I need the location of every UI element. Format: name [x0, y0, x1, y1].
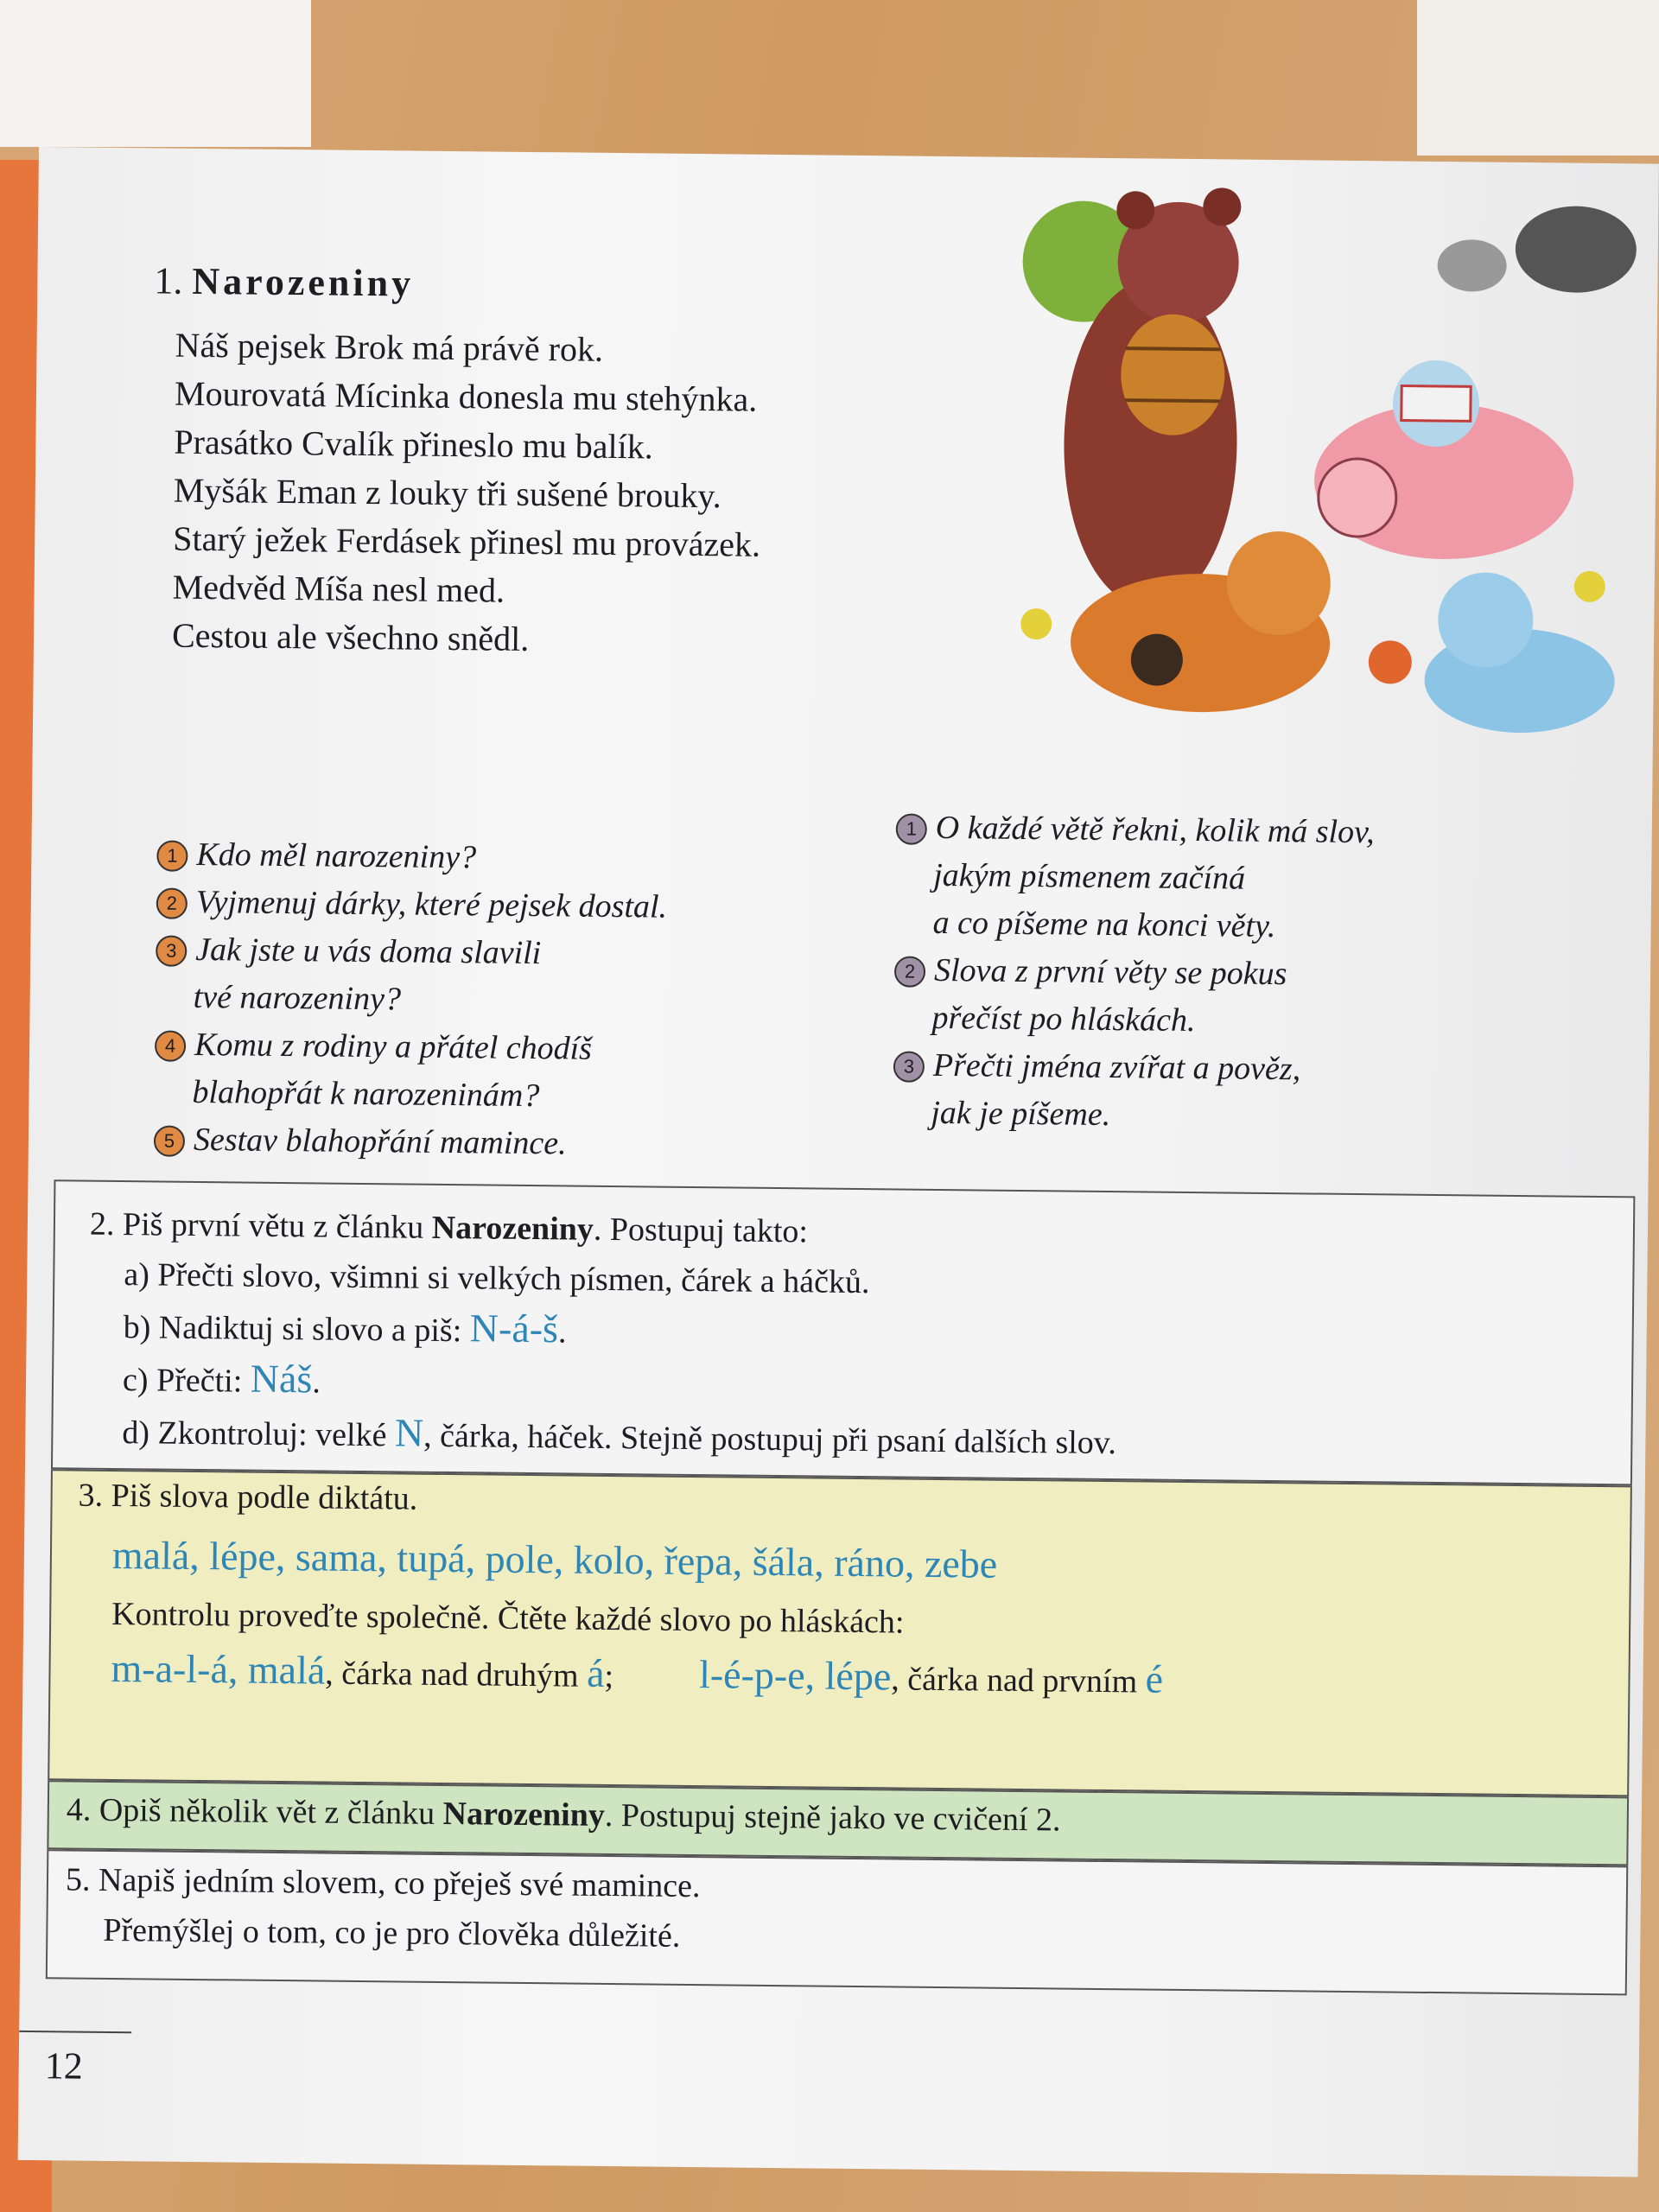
exercise-5-line: 5. Napiš jedním slovem, co přeješ své mamince.: [65, 1861, 701, 1905]
paper-corner-right: [1417, 0, 1659, 156]
question-item: 5 Sestav blahopřání mamince.: [154, 1116, 665, 1168]
step-d: d) Zkontroluj: velké N, čárka, háček. Stejně postupuj při psaní dalších slov.: [122, 1410, 1117, 1462]
questions-right: [893, 804, 1375, 1141]
animals-illustration: [983, 157, 1646, 769]
poem-line: Starý ježek Ferdásek přinesl mu provázek.: [173, 518, 761, 564]
step-c: c) Přečti: Náš.: [122, 1356, 321, 1402]
step-b: b) Nadiktuj si slovo a piš: N-á-š.: [123, 1306, 567, 1351]
exercise-5: [46, 1849, 1628, 1995]
dictation-words: malá, lépe, sama, tupá, pole, kolo, řepa, šála, ráno, zebe: [111, 1532, 998, 1586]
number-badge: 2: [156, 887, 188, 918]
paper-corner: [0, 0, 311, 147]
control-examples: m-a-l-á, malá, čárka nad druhým á; l-é-p-e, lépe, čárka nad prvním é: [111, 1645, 1164, 1701]
poem-line: Prasátko Cvalík přineslo mu balík.: [174, 422, 654, 467]
lesson-number: 1.: [154, 259, 183, 302]
poem-line: Náš pejsek Brok má právě rok.: [175, 325, 604, 369]
lesson-title-text: Narozeniny: [192, 259, 415, 305]
question-continuation: jak je píšeme.: [931, 1094, 1111, 1134]
poem-line: Myšák Eman z louky tři sušené brouky.: [173, 470, 722, 516]
number-badge: 1: [156, 840, 188, 871]
exercise-2: [51, 1179, 1635, 1485]
exercise-4: 4. Opiš několik vět z článku Narozeniny. Postupuj stejně jako ve cvičení 2.: [47, 1780, 1629, 1866]
exercise-3: [48, 1469, 1632, 1796]
number-badge: 4: [155, 1030, 186, 1061]
control-instructions: Kontrolu proveďte společně. Čtěte každé slovo po hláskách:: [111, 1595, 905, 1641]
number-badge: 1: [896, 813, 927, 844]
question-continuation: blahopřát k narozeninám?: [192, 1073, 540, 1115]
poem-line: Medvěd Míša nesl med.: [172, 567, 505, 610]
question-item: 2 Slova z první věty se pokus: [894, 946, 1373, 999]
poem: [172, 321, 763, 666]
page-number: 12: [44, 2044, 83, 2088]
question-continuation: jakým písmenem začíná: [933, 856, 1246, 897]
question-item: 4 Komu z rodiny a přátel chodíš: [155, 1020, 666, 1073]
textbook-page: [18, 147, 1659, 2177]
number-badge: 2: [894, 956, 925, 987]
question-item: 1 Kdo měl narozeniny?: [156, 830, 668, 883]
number-badge: 3: [156, 935, 187, 966]
exercise-3-intro: 3. Piš slova podle diktátu.: [78, 1477, 418, 1517]
lesson-title: [154, 258, 414, 305]
question-item: 1 O každé větě řekni, kolik má slov,: [896, 804, 1375, 856]
number-badge: 3: [893, 1051, 925, 1082]
number-badge: 5: [154, 1125, 185, 1156]
question-continuation: tvé narozeniny?: [193, 978, 402, 1018]
page-number-rule: [19, 2031, 131, 2033]
question-item: 2 Vyjmenuj dárky, které pejsek dostal.: [156, 878, 668, 931]
poem-line: Cestou ale všechno snědl.: [171, 615, 530, 658]
question-item: 3 Přečti jména zvířat a pověz,: [893, 1041, 1372, 1094]
step-a: a) Přečti slovo, všimni si velkých písmen, čárek a háčků.: [124, 1256, 870, 1301]
exercise-5-line: Přemýšlej o tom, co je pro člověka důležité.: [103, 1911, 681, 1955]
poem-line: Mourovatá Mícinka donesla mu stehýnka.: [174, 373, 758, 419]
question-continuation: a co píšeme na konci věty.: [932, 904, 1276, 945]
question-continuation: přečíst po hláskách.: [931, 999, 1196, 1039]
questions-left: [154, 830, 668, 1168]
question-item: 3 Jak jste u vás doma slavili: [156, 925, 667, 978]
exercise-2-intro: 2. Piš první větu z článku Narozeniny. Postupuj takto:: [89, 1205, 809, 1250]
